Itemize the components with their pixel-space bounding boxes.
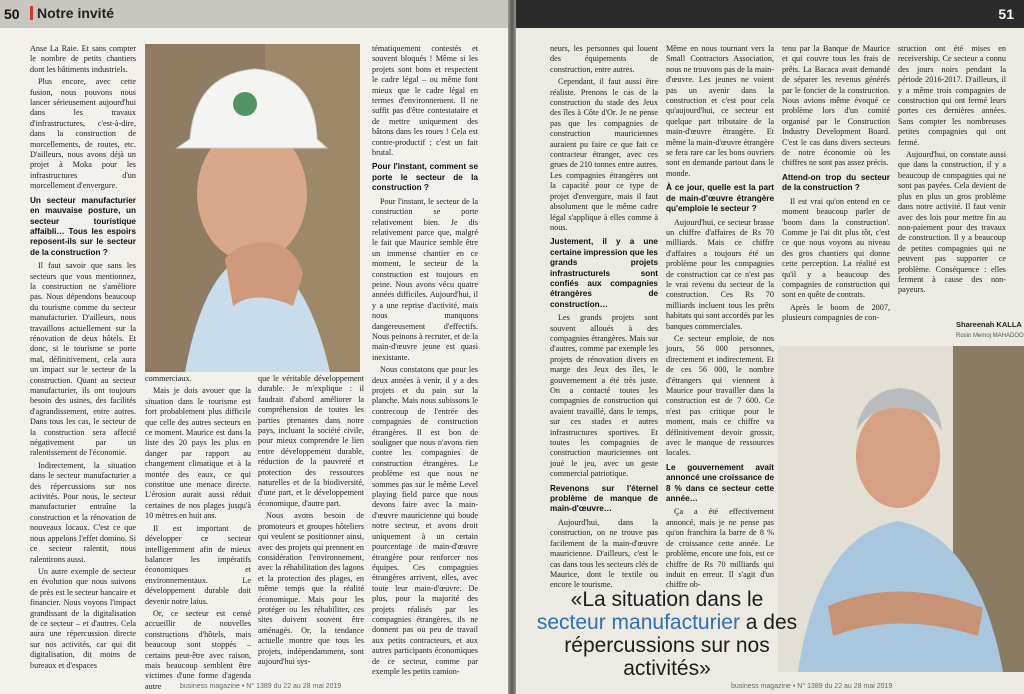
pull-quote [532, 588, 802, 680]
paragraph: Aujourd'hui, ce secteur brasse un chiffre d'affaires de Rs 70 milliards. Mais ce chiffre d'affaires a toujours été un problème pour les compagnies de construction car ce n'est pas le vrai revenu du secteur de la construction. Ces Rs 70 milliards incluent tous les prêts habitats qui sont accordés par les banques commerciales. [666, 217, 774, 331]
pull-quote-start: «La situation dans le [570, 588, 764, 611]
paragraph: Aujourd'hui, dans la construction, on ne trouve pas facilement de la main-d'œuvre mauricienne. D'ailleurs, c'est le cas dans tous les secteurs clés de Maurice, dont le textile ou encore le tourisme. [550, 517, 658, 590]
paragraph: Après le boom de 2007, plusieurs compagnies de con- [782, 302, 890, 323]
paragraph: Plus encore, avec cette fusion, nous pouvons nous lancer sérieusement aujourd'hui dans les travaux d'infrastructures, c'est-à-dire, dans la construction de morcellements, de routes, etc. D'ailleurs, nous avons déjà un projet à Moka pour les infrastructures d'un morcellement d'envergure. [30, 77, 136, 191]
left-column-3 [258, 374, 364, 684]
right-column-4 [898, 44, 1006, 314]
paragraph: Il est vrai qu'on entend en ce moment beaucoup parler de 'boom dans la construction'. Comme je l'ai dit plus tôt, c'est ce que nous voyons au niveau des gros chantiers qui donne cette perception. La réalité est qu'il y a beaucoup des compagnies de construction qui sont en quête de contrats. [782, 196, 890, 300]
paragraph: tenu par la Banque de Maurice et qui couvre tous les frais de prêts. La Bacaca avait demandé de séparer les revenus générés par le foncier de la construction. Nous avions même évoqué ce problème lors d'un comité organisé par le Construction Industry Development Board. C'est le cas dans divers secteurs de notre économie où les chiffres ne sont pas assez précis. [782, 44, 890, 168]
question-heading: Un secteur manufacturier en mauvaise posture, un secteur touristique affaibli… Tous les espoirs reposent-ils sur le secteur de la construction ? [30, 195, 136, 257]
pull-quote-highlight: secteur manufacturier [536, 611, 740, 634]
paragraph: Nous avons besoin de promoteurs et groupes hôteliers qui veulent se positionner ainsi, avec des projets qui prennent en considération l'environnement, avec la réhabilitation des lagons et la protection des plages, en même temps que la réalité économique. Mais pour les protéger ou les réhabiliter, ces sites doivent souvent être aménagés. Or, la tendance actuelle montre que tous les projets, indépendamment, sont aujourd'hui sys- [258, 511, 364, 666]
paragraph: Aujourd'hui, on constate aussi que dans la construction, il y a beaucoup de compagnies qui ne sont pas payées. Cela devient de plus en plus un gros problème dans notre activité. Il faut venir avec des lois pour mettre fin au non-paiement pour des travaux de construction. Il y a beaucoup de petites compagnies qui ne peuvent pas supporter ce problème. Conséquence : elles ferment à cause des non-payeurs. [898, 150, 1006, 295]
paragraph: struction ont été mises en receivership. Ce secteur a connu des jours noirs pendant la période 2016-2017. D'ailleurs, il y a même trois compagnies de construction qui ont fermé leurs portes ces dernières années. Sans compter les nombreuses petites compagnies qui ont fermé. [898, 44, 1006, 147]
paragraph: Indirectement, la situation dans le secteur manufacturier a des répercussions sur nos activités. Pour nous, le secteur manufacturier entraîne la construction et la rénovation de nouveaux locaux. C'est ce que nous appelons l'effet domino. Si ce secteur ralentit, nous ralentirons aussi. [30, 460, 136, 564]
question-heading: Attend-on trop du secteur de la construction ? [782, 172, 890, 193]
paragraph: Anse La Raie. Et sans compter le nombre de petits chantiers dont les bâtiments industriels. [30, 44, 136, 74]
paragraph: Les grands projets sont souvent alloués à des compagnies étrangères. Mais sur d'autres, comme par exemple les projets de rénovation divers en marge des Jeux des îles, le gouvernement a été très juste. On a contacté toutes les compagnies de construction qui avaient travaillé, dans le temps, sur ces stades et autres infrastructures sportives. Et toutes les compagnies de construction mauriciennes ont joué le jeu, avec un geste commercial patriotique. [550, 313, 658, 479]
interviewee-photo-portrait [778, 346, 1024, 672]
left-column-1 [30, 44, 136, 684]
page-number-left: 50 [4, 6, 20, 22]
right-page [516, 0, 1024, 694]
left-page [0, 0, 508, 694]
right-header-bar [516, 0, 1024, 28]
paragraph: Mais je dois avouer que la situation dans le tourisme est fort probablement plus difficile que celle des autres secteurs en ce moment. Maurice est dans la liste des 20 pays les plus en danger par rapport au changement climatique et à la montée des eaux, ce qui constitue une menace directe. L'érosion aurait aussi réduit certaines de nos plages jusqu'à 10 mètres en huit ans. [145, 386, 251, 521]
question-heading: Le gouvernement avait annoncé une croissance de 8 % dans ce secteur cette année… [666, 462, 774, 504]
page-number-right: 51 [998, 6, 1014, 22]
portrait-illustration [778, 346, 1024, 672]
photo-credit: Rosin Memoj MAHADOO [956, 333, 1024, 339]
interviewee-photo-hardhat [145, 44, 360, 372]
author-signature: Shareenah KALLA [956, 320, 1022, 329]
paragraph: Or, ce secteur est censé accueillir de nouvelles constructions d'hôtels, mais beaucoup sont stoppés – certains peut-être avec raison, mais beaucoup semblent être victimes d'une forme d'agenda autre [145, 608, 251, 691]
paragraph: Cependant, il faut aussi être réaliste. Prenons le cas de la construction du stade des Jeux des îles à Côte d'Or. Je ne pense pas que les compagnies de construction mauriciennes auraient pu faire ce que fait ce contracteur étranger, avec ces grues de 210 tonnes entre autres. Les compagnies étrangères ont la capacité pour ce type de projet d'envergure, mais il faut absolument que le même cadre légal s'applique à elles comme à nous. [550, 77, 658, 232]
question-heading: Justement, il y a une certaine impression que les grands projets infrastructurels sont confiés aux compagnies étrangères de construction… [550, 237, 658, 309]
paragraph: que le véritable développement durable. Je m'explique : il faudrait d'abord améliorer la compréhension de toutes les parties prenantes dans notre pays, incluant la société civile, pour mieux comprendre le lien entre développement durable, réduction de la pauvreté et protection des ressources naturelles et de la biodiversité, d'une part, et le développement économique, d'autre part. [258, 374, 364, 508]
pull-quote-end: a des répercussions sur nos activités» [564, 611, 798, 680]
right-column-3 [782, 44, 890, 340]
paragraph: Il est important de développer ce secteur intelligemment afin de mieux balancer les impératifs économiques et environnementaux. Le développement durable doit devenir notre laius. [145, 523, 251, 606]
question-heading: À ce jour, quelle est la part de main-d'œuvre étrangère qu'emploie le secteur ? [666, 183, 774, 214]
question-heading: Revenons sur l'éternel problème de manque de main-d'œuvre… [550, 483, 658, 514]
paragraph: Un autre exemple de secteur en évolution que nous suivons de près est le secteur bancaire et financier. Nous voyons l'impact grandissant de la digitalisation de ce secteur – et d'autres. Cela aura une répercussion directe sur nos activités, car qui dit digitalisation, dit moins de bureaux et d'espaces [30, 566, 136, 670]
page-gutter [508, 0, 516, 694]
paragraph: Ça a été effectivement annoncé, mais je ne pense pas qu'on franchira la barre de 8 % de croissance cette année. Le problème, encore une fois, est ce chiffre de Rs 70 milliards qui induit en erreur. Il s'agit d'un chiffre ob- [666, 507, 774, 590]
left-footer: business magazine • N° 1389 du 22 au 28 mai 2019 [180, 683, 342, 690]
right-column-1 [550, 44, 658, 592]
left-column-4 [372, 44, 478, 684]
paragraph: Il faut savoir que sans les secteurs que vous mentionnez, la construction ne s'améliore pas. Nous dépendons beaucoup du tourisme comme du secteur manufacturier. D'ailleurs, nous travaillons actuellement sur la rénovation de deux hôtels. Et donc, si le tourisme se porte mal, définitivement, cela aura un impact sur le secteur de la construction. Quant au secteur manufacturier, ils ont toujours besoin des usines, des facilités d'agrandissement, entre autres. Dans tous les cas, le secteur de la construction sera affecté négativement par un ralentissement de l'économie. [30, 261, 136, 458]
right-column-2 [666, 44, 774, 592]
paragraph: tématiquement contestés et souvent bloqués ! Même si les projets sont bons et respectent le cadre légal – ou même font mieux que le cadre légal en termes d'environnement. Il ne suffit pas d'être contestataire et de mettre uniquement des bâtons dans les roues ! Cela est contre-productif ; c'est un fait brutal. [372, 44, 478, 158]
paragraph: Même en nous tournant vers la Small Contractors Association, nous ne trouvons pas de la main-d'œuvre. Les jeunes ne voient pas un avenir dans la construction et c'est pour cela qu'aujourd'hui, ce secteur est quelque part tributaire de la main-d'œuvre étrangère. Et même la main-d'œuvre étrangère se fera rare car les bons ouvriers sont en demande partout dans le monde. [666, 44, 774, 178]
right-footer: business magazine • N° 1389 du 22 au 28 mai 2019 [731, 683, 893, 690]
paragraph: Nous constatons que pour les deux années à venir, il y a des projets et du pain sur la planche. Mais nous subissons le contrecoup de l'entrée des compagnies de construction étrangères. Il est bon de souligner que nous n'avons rien contre les compagnies de construction étrangères. Le problème est que nous ne sommes pas sur le même Level playing field parce que nous devons faire avec la main-d'œuvre mauricienne qui boude notre secteur, et avons droit uniquement à un certain pourcentage de main-d'œuvre étrangère pour renforcer nos équipes. Ces compagnies étrangères arrivent, elles, avec toute leur main-d'œuvre. De plus, pour la majorité des projets réalisés par les compagnies étrangères, ils ne donnent pas ou peu de travail aux petits contracteurs, et aux autres participants économiques de ce secteur, comme par exemple les petits camion- [372, 365, 478, 676]
paragraph: commerciaux. [145, 374, 192, 383]
question-heading: Pour l'instant, comment se porte le secteur de la construction ? [372, 162, 478, 193]
paragraph: Ce secteur emploie, de nos jours, 56 000 personnes, directement et indirectement. Et de ces 56 000, le nombre d'étrangers qui viennent à Maurice pour travailler dans la construction est de 7 600. Ce n'est pas critique pour le moment, mais ce chiffre va définitivement devoir grossir, avec le manque de ressources locales. [666, 333, 774, 458]
rubric-title [30, 5, 114, 21]
paragraph: Pour l'instant, le secteur de la construction se porte relativement bien. Je dis relativement parce que, malgré le fait que Maurice semble être un immense chantier en ce moment, le secteur de la construction est toujours en peine. Nous avons vécu quatre années difficiles. Aujourd'hui, il y a une reprise d'activité, mais nous manquons dangereusement d'effectifs. Nous peinons à recruter, et de la main-d'œuvre jeune est quasi inexistante. [372, 196, 478, 362]
rubric-label: Notre invité [37, 5, 115, 21]
paragraph: neurs, les personnes qui louent des équipements de construction, entre autres. [550, 44, 658, 74]
portrait-illustration [145, 44, 360, 372]
rubric-marker [30, 6, 33, 20]
left-column-2 [145, 374, 251, 691]
